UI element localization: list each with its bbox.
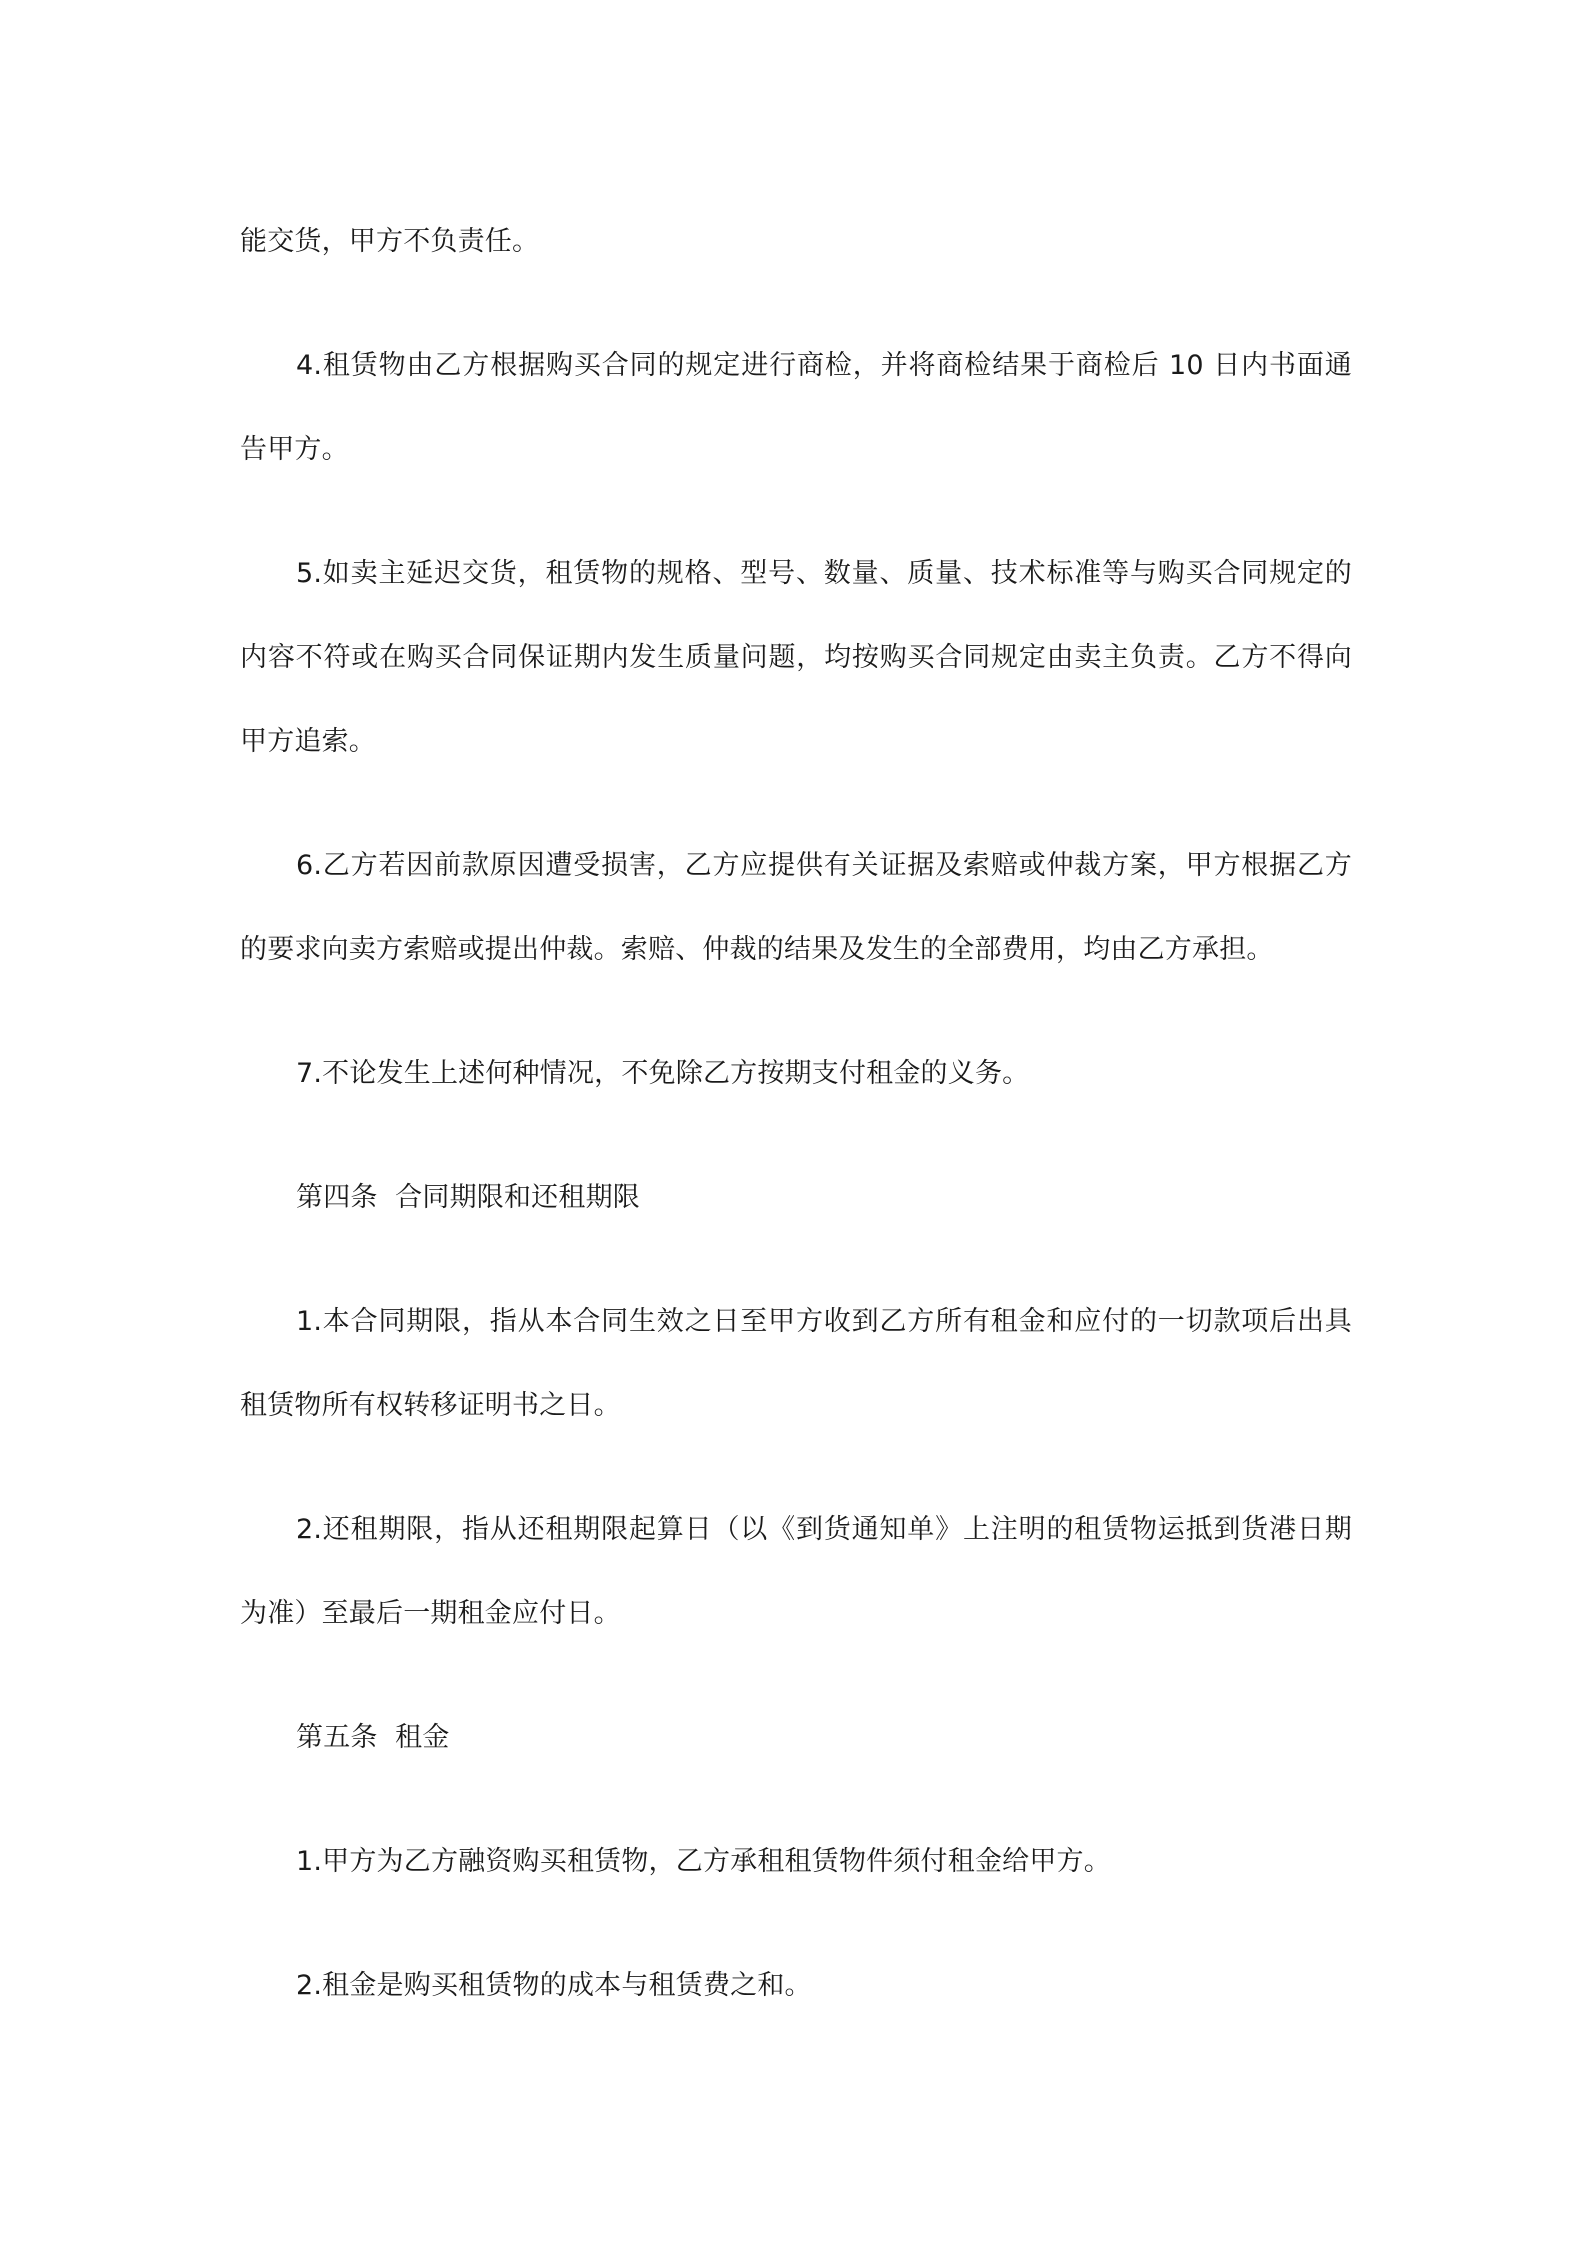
paragraph-clause-7: 7.不论发生上述何种情况，不免除乙方按期支付租金的义务。 (296, 1058, 1030, 1089)
article-4-heading: 第四条 合同期限和还租期限 (296, 1182, 640, 1213)
article-5-heading: 第五条 租金 (296, 1722, 450, 1753)
paragraph-article-5-item-2: 2.租金是购买租赁物的成本与租赁费之和。 (296, 1970, 812, 2001)
paragraph-clause-4: 4.租赁物由乙方根据购买合同的规定进行商检，并将商检结果于商检后 10 日内书面通告甲方。 (240, 350, 1352, 465)
paragraph-article-5-item-1: 1.甲方为乙方融资购买租赁物，乙方承租租赁物件须付租金给甲方。 (296, 1846, 1111, 1877)
contract-text-body (240, 200, 1352, 2028)
paragraph-article-4-item-1: 1.本合同期限，指从本合同生效之日至甲方收到乙方所有租金和应付的一切款项后出具租赁物所有权转移证明书之日。 (240, 1306, 1352, 1421)
paragraph-article-4-item-2: 2.还租期限，指从还租期限起算日（以《到货通知单》上注明的租赁物运抵到货港日期为准）至最后一期租金应付日。 (240, 1514, 1352, 1629)
paragraph-continuation: 能交货，甲方不负责任。 (240, 226, 540, 257)
paragraph-clause-6: 6.乙方若因前款原因遭受损害，乙方应提供有关证据及索赔或仲裁方案，甲方根据乙方的要求向卖方索赔或提出仲裁。索赔、仲裁的结果及发生的全部费用，均由乙方承担。 (240, 850, 1352, 965)
paragraph-clause-5: 5.如卖主延迟交货，租赁物的规格、型号、数量、质量、技术标准等与购买合同规定的内容不符或在购买合同保证期内发生质量问题，均按购买合同规定由卖主负责。乙方不得向甲方追索。 (240, 558, 1352, 757)
